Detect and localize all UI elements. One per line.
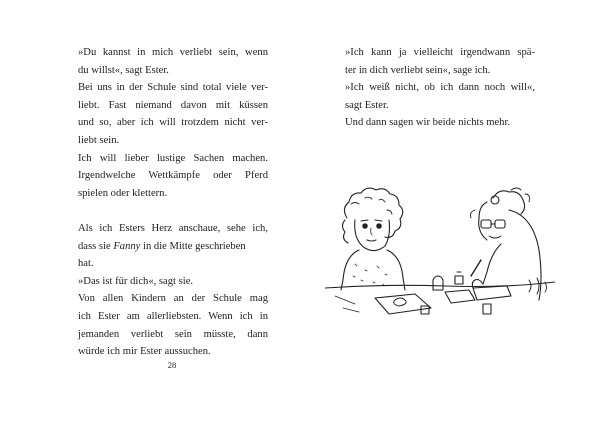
sketch-illustration	[325, 180, 555, 330]
text-line: »Du kannst in mich verliebt sein, wenn	[78, 47, 268, 58]
text-line: jemanden verliebt sein müsste, dann	[78, 328, 268, 340]
text-line: Und dann sagen wir beide nichts mehr.	[345, 117, 511, 129]
blank-line	[78, 202, 268, 220]
text-fragment: in die Mitte geschrieben	[140, 240, 246, 252]
text-line: hat.	[78, 258, 94, 270]
emphasized-name: Fanny	[113, 240, 141, 252]
text-line-with-emphasis	[78, 238, 268, 256]
text-line: »Das ist für dich«, sagt sie.	[78, 275, 194, 287]
text-line: sagt Ester.	[345, 99, 389, 111]
text-line: »Ich kann ja vielleicht irgendwann spä-	[345, 47, 535, 58]
page-number: 28	[167, 360, 177, 370]
left-page-text	[78, 44, 268, 361]
text-line: Von allen Kindern an der Schule mag	[78, 293, 268, 305]
text-line: spielen oder klettern.	[78, 187, 168, 199]
text-line: Ich will lieber lustige Sachen machen.	[78, 152, 268, 164]
text-line: und so, aber ich will trotzdem nicht ver-	[78, 117, 268, 129]
text-line: Irgendwelche Wettkämpfe oder Pferd	[78, 170, 268, 182]
text-line: ich Ester am allerliebsten. Wenn ich in	[78, 310, 268, 322]
text-line: du willst«, sagt Ester.	[78, 64, 169, 76]
text-line: liebt sein.	[78, 134, 120, 146]
right-page-text	[345, 44, 535, 132]
text-line: würde ich mir Ester aussuchen.	[78, 346, 211, 358]
text-line: ter in dich verliebt sein«, sage ich.	[345, 64, 491, 76]
text-line: liebt. Fast niemand davon mit küssen	[78, 99, 268, 111]
text-fragment: dass sie	[78, 240, 114, 252]
text-line: »Ich weiß nicht, ob ich dann noch will«,	[345, 82, 535, 94]
text-line: Als ich Esters Herz anschaue, sehe ich,	[78, 222, 268, 234]
text-line: Bei uns in der Schule sind total viele ver-	[78, 82, 268, 94]
children-drawing-sketch	[325, 180, 555, 330]
